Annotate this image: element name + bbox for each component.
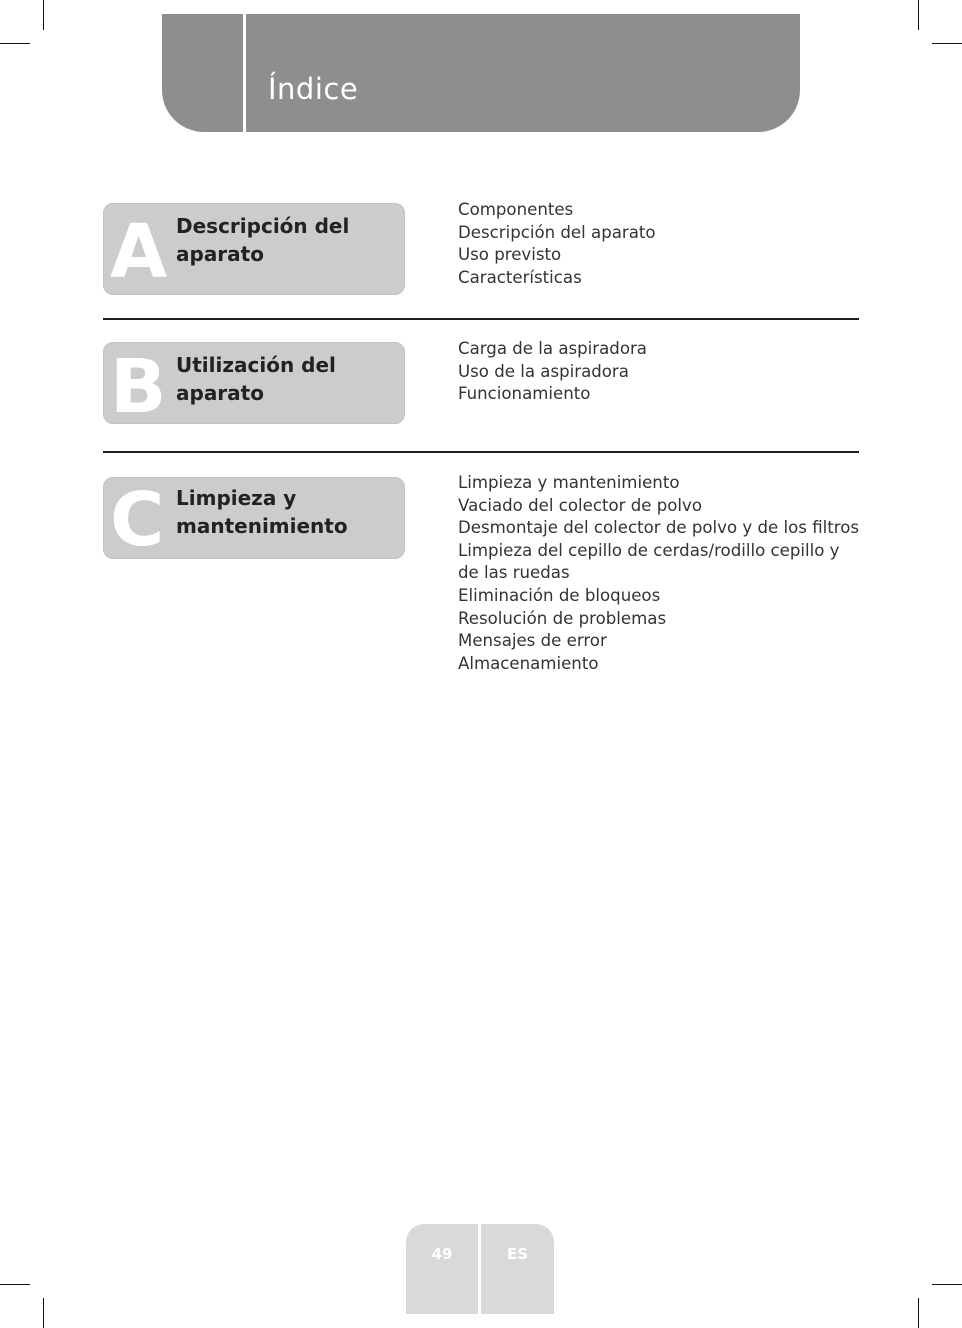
section-divider xyxy=(103,318,859,320)
footer-divider xyxy=(478,1224,481,1314)
list-item: Descripción del aparato xyxy=(458,222,656,242)
section-b-title xyxy=(176,351,336,407)
section-b-box xyxy=(103,342,405,424)
list-item: Vaciado del colector de polvo xyxy=(458,495,702,515)
crop-mark xyxy=(932,43,962,44)
list-item: Uso de la aspiradora xyxy=(458,361,629,381)
list-item: Desmontaje del colector de polvo y de los filtros xyxy=(458,518,860,538)
header-divider xyxy=(243,14,246,132)
crop-mark xyxy=(0,43,30,44)
section-divider xyxy=(103,451,859,453)
list-item: Carga de la aspiradora xyxy=(458,339,647,358)
language-code: ES xyxy=(506,1245,529,1263)
list-item: Resolución de problemas xyxy=(458,608,667,628)
list-item: Componentes xyxy=(458,200,574,219)
header-tab xyxy=(162,14,800,132)
section-c-title-line1: Limpieza y xyxy=(176,486,297,510)
list-item: Uso previsto xyxy=(458,245,562,265)
crop-mark xyxy=(43,1298,44,1328)
section-c-letter: C xyxy=(110,477,165,559)
crop-mark xyxy=(0,1284,30,1285)
list-item: Almacenamiento xyxy=(458,653,599,673)
list-item: Eliminación de bloqueos xyxy=(458,585,661,605)
crop-mark xyxy=(918,0,919,30)
section-a-title-line1: Descripción del xyxy=(176,214,350,238)
section-a-title xyxy=(176,212,349,268)
section-c-title xyxy=(176,484,348,540)
section-a-title-line2: aparato xyxy=(176,242,264,266)
list-item: Mensajes de error xyxy=(458,631,607,651)
section-b-letter: B xyxy=(110,344,167,424)
section-c-title-line2: mantenimiento xyxy=(176,514,348,538)
page-title: Índice xyxy=(268,72,359,106)
list-item: Limpieza del cepillo de cerdas/rodillo cepillo y de las ruedas xyxy=(458,540,840,583)
section-c-items xyxy=(458,472,863,675)
list-item: Características xyxy=(458,267,582,287)
section-a-box xyxy=(103,203,405,295)
list-item: Limpieza y mantenimiento xyxy=(458,473,680,492)
section-a-letter: A xyxy=(110,209,168,295)
section-b-items xyxy=(458,338,863,406)
page-footer-tab xyxy=(406,1224,554,1314)
section-b-title-line2: aparato xyxy=(176,381,264,405)
crop-mark xyxy=(918,1298,919,1328)
crop-mark xyxy=(932,1284,962,1285)
list-item: Funcionamiento xyxy=(458,384,591,404)
section-b-title-line1: Utilización del xyxy=(176,353,336,377)
section-c-box xyxy=(103,477,405,559)
section-a-items xyxy=(458,199,863,289)
page-number: 49 xyxy=(431,1245,453,1263)
crop-mark xyxy=(43,0,44,30)
